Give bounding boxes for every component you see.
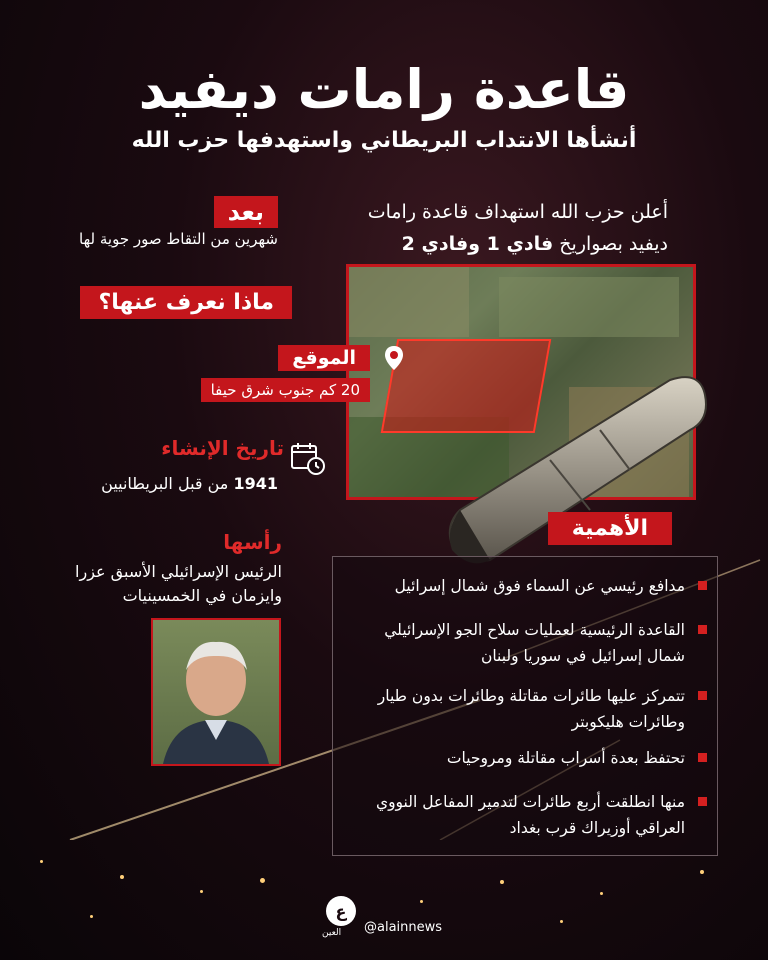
calendar-clock-icon bbox=[290, 440, 326, 476]
bullet-square-icon bbox=[698, 691, 707, 700]
importance-panel bbox=[332, 556, 718, 856]
alain-logo-icon bbox=[324, 894, 358, 928]
social-handle[interactable]: @alainnews bbox=[364, 920, 443, 935]
establishment-by: من قبل البريطانيين bbox=[101, 474, 229, 493]
location-label bbox=[278, 345, 370, 371]
bullet-square-icon bbox=[698, 581, 707, 590]
importance-item: منها انطلقت أربع طائرات لتدمير المفاعل النووي العراقي أوزيراك قرب بغداد bbox=[355, 789, 685, 841]
announcement-line1: أعلن حزب الله استهداف قاعدة رامات bbox=[367, 201, 668, 223]
announcement-line2 bbox=[338, 228, 668, 260]
importance-item: القاعدة الرئيسية لعمليات سلاح الجو الإسرائيلي شمال إسرائيل في سوريا ولبنان bbox=[355, 617, 685, 669]
location-text: 20 كم جنوب شرق حيفا bbox=[201, 378, 370, 402]
head-label: رأسها bbox=[223, 530, 282, 554]
establishment-label: تاريخ الإنشاء bbox=[161, 436, 284, 460]
importance-item: تحتفظ بعدة أسراب مقاتلة ومروحيات bbox=[355, 745, 685, 771]
svg-text:ع: ع bbox=[335, 902, 347, 921]
head-text bbox=[42, 560, 282, 608]
bullet-square-icon bbox=[698, 625, 707, 634]
logo-text: العين bbox=[322, 928, 342, 938]
missile-image bbox=[430, 360, 730, 580]
bullet-square-icon bbox=[698, 797, 707, 806]
announcement bbox=[338, 196, 668, 260]
establishment-year: 1941 bbox=[233, 474, 278, 493]
location-tag: الموقع bbox=[278, 345, 370, 371]
after-text: شهرين من التقاط صور جوية لها bbox=[79, 230, 278, 248]
announcement-missiles: فادي 1 وفادي 2 bbox=[401, 233, 554, 255]
page-title: قاعدة رامات ديفيد bbox=[138, 58, 630, 121]
announcement-line2-prefix: ديفيد بصواريخ bbox=[559, 233, 668, 255]
after-label bbox=[214, 196, 278, 228]
bullet-square-icon bbox=[698, 753, 707, 762]
what-we-know-tag: ماذا نعرف عنها؟ bbox=[80, 286, 292, 319]
page-subtitle: أنشأها الانتداب البريطاني واستهدفها حزب الله bbox=[131, 128, 637, 153]
after-tag: بعد bbox=[214, 196, 278, 228]
importance-item: مدافع رئيسي عن السماء فوق شمال إسرائيل bbox=[355, 573, 685, 599]
establishment-text bbox=[38, 474, 278, 493]
importance-item: تتمركز عليها طائرات مقاتلة وطائرات بدون طيار وطائرات هليكوبتر bbox=[355, 683, 685, 735]
head-text-line1: الرئيس الإسرائيلي الأسبق عزرا bbox=[75, 562, 282, 581]
map-pin-icon bbox=[384, 345, 404, 371]
head-text-line2: وايزمان في الخمسينيات bbox=[122, 586, 282, 605]
importance-tag: الأهمية bbox=[548, 512, 672, 545]
portrait-photo bbox=[151, 618, 281, 766]
